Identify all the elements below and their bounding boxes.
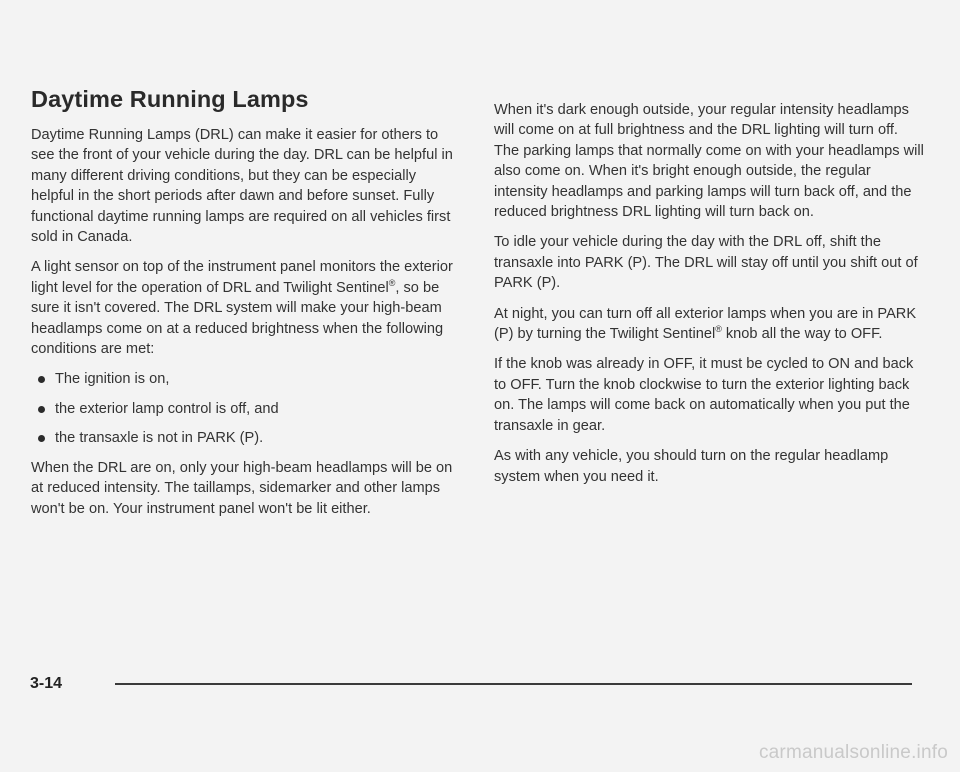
night-paragraph <box>494 304 924 345</box>
registered-mark: ® <box>388 277 396 288</box>
list-item <box>31 369 461 389</box>
list-item <box>31 428 461 448</box>
bullet-icon <box>38 376 45 383</box>
list-item-text: The ignition is on, <box>55 371 170 388</box>
sensor-text-a: A light sensor on top of the instrument panel monitors the exterior light level for the operation of DRL and Twilight Sentinel <box>31 259 453 296</box>
regular-headlamp-paragraph: As with any vehicle, you should turn on the regular headlamp system when you need it. <box>494 448 889 485</box>
conditions-list <box>31 369 461 448</box>
right-column <box>494 100 924 497</box>
night-text-a: At night, you can turn off all exterior lamps when you are in PARK (P) by turning the Twilight Sentinel <box>494 305 917 343</box>
list-item-text: the exterior lamp control is off, and <box>55 400 279 417</box>
left-column <box>31 86 461 529</box>
intro-paragraph: Daytime Running Lamps (DRL) can make it easier for others to see the front of your vehicle during the day. DRL can be helpful in many different driving conditions, but they can be especially helpful in the short periods after dawn and before sunset. Fully functional daytime running lamps are required on all vehicles first sold in Canada. <box>31 127 453 246</box>
sensor-text-b: , so be sure it isn't covered. The DRL system will make your high-beam headlamps come on at a reduced brightness when the following conditions are met: <box>31 279 444 358</box>
idle-paragraph: To idle your vehicle during the day with the DRL off, shift the transaxle into PARK (P). The DRL will stay off until you shift out of PARK (P). <box>494 234 918 292</box>
section-title: Daytime Running Lamps <box>31 86 309 112</box>
night-text-b: knob all the way to OFF. <box>721 326 883 343</box>
bullet-icon <box>38 406 45 413</box>
page-number: 3-14 <box>30 675 63 692</box>
list-item <box>31 399 461 419</box>
registered-mark: ® <box>715 324 722 335</box>
knob-paragraph: If the knob was already in OFF, it must be cycled to ON and back to OFF. Turn the knob clockwise to turn the exterior lighting back on. The lamps will come back on automatically when you put the transaxle in gear. <box>494 356 914 434</box>
bullet-icon <box>38 435 45 442</box>
dark-outside-paragraph: When it's dark enough outside, your regular intensity headlamps will come on at full brightness and the DRL lighting will turn off. The parking lamps that normally come on with your headlamps will also come on. When it's bright enough outside, the regular intensity headlamps and parking lamps will turn back off, and the reduced brightness DRL lighting will turn back on. <box>494 102 924 221</box>
watermark: carmanualsonline.info <box>758 742 948 763</box>
sensor-paragraph <box>31 257 461 359</box>
list-item-text: the transaxle is not in PARK (P). <box>55 430 264 447</box>
footer-divider <box>115 683 912 685</box>
drl-on-paragraph: When the DRL are on, only your high-beam headlamps will be on at reduced intensity. The taillamps, sidemarker and other lamps won't be on. Your instrument panel won't be lit either. <box>31 459 453 517</box>
